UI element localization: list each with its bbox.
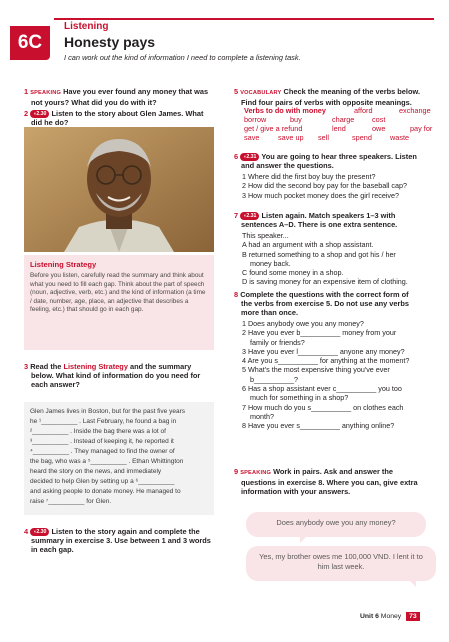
exercise-text: did he do?	[31, 118, 69, 127]
exercise-6-questions	[242, 172, 447, 200]
exercise-text: Listen again. Match speakers 1–3 with	[261, 211, 396, 220]
verb: save up	[278, 133, 304, 142]
unit-tag: 6C	[10, 26, 50, 60]
exercise-text: Check the meaning of the verbs below.	[283, 87, 420, 96]
story-line: and asking people to donate money. He managed to	[30, 488, 181, 495]
exercise-text: sentences A–D. There is one extra sentence.	[241, 220, 398, 229]
exercise-text: in each gap.	[31, 545, 74, 554]
exercise-text: and answer the questions.	[241, 161, 334, 170]
speech-bubble-answer: Yes, my brother owes me 100,000 VND. I lent it to him last week.	[246, 546, 436, 581]
exercise-text: Work in pairs. Ask and answer the	[273, 467, 394, 476]
listening-strategy-box	[24, 255, 214, 350]
page-footer	[360, 612, 420, 621]
verb: pay for	[410, 124, 433, 133]
audio-track-label: 2.30	[36, 111, 47, 117]
keyword-speaking: SPEAKING	[240, 470, 272, 476]
portrait-illustration	[24, 127, 214, 252]
exercise-text: the verbs from exercise 5. Do not use any verbs	[241, 299, 409, 308]
audio-track-label: 2.31	[246, 213, 257, 219]
exercise-6	[234, 152, 444, 170]
story-line: Glen James lives in Boston, but for the past five years	[30, 408, 185, 415]
bubble-tail	[410, 581, 416, 587]
speech-bubble-question: Does anybody owe you any money?	[246, 512, 426, 537]
strategy-reference: Listening Strategy	[63, 362, 128, 371]
question-gap[interactable]: 3 Have you ever l__________ anyone any money?	[242, 346, 405, 356]
question-item: 1 Where did the first boy buy the present?	[242, 172, 376, 181]
verb: exchange	[399, 106, 431, 115]
story-gap-7[interactable]: raise ⁷__________ for Glen.	[30, 498, 112, 505]
exercise-2	[24, 109, 224, 127]
question-item-cont: much for something in a shop?	[242, 393, 349, 403]
exercise-text: information with your answers.	[241, 487, 351, 496]
sentence-item-cont: money back.	[242, 258, 291, 268]
verb: charge	[332, 115, 355, 124]
story-gap-5[interactable]: the bag, who was a ⁵__________ . Ethan Whittington	[30, 458, 184, 465]
exercise-3	[24, 362, 224, 389]
verb: owe	[372, 124, 386, 133]
exercise-number: 3	[24, 362, 29, 371]
exercise-number: 6	[234, 152, 239, 161]
sentence-intro: This speaker...	[242, 231, 289, 240]
audio-track-icon[interactable]: ◖2.31	[240, 153, 259, 161]
page-subtitle: I can work out the kind of information I need to complete a listening task.	[64, 53, 301, 62]
exercise-7	[234, 211, 444, 229]
audio-track-label: 2.31	[246, 154, 257, 160]
exercise-7-sentences	[242, 231, 447, 287]
exercise-number: 1	[24, 87, 29, 96]
exercise-number: 4	[24, 527, 29, 536]
question-item: 5 What's the most expensive thing you've ever	[242, 365, 390, 375]
story-gap-4[interactable]: ⁴__________ . They managed to find the owner of	[30, 448, 175, 455]
exercise-number: 9	[234, 467, 239, 476]
sentence-item: D is saving money for an expensive item of clothing.	[242, 277, 408, 287]
exercise-5	[234, 87, 444, 107]
exercise-text: You are going to hear three speakers. Listen	[261, 152, 417, 161]
audio-track-label: 2.30	[36, 529, 47, 535]
verb: lend	[332, 124, 346, 133]
question-item-cont: month?	[242, 411, 274, 421]
exercise-text: questions in exercise 8. Where you can, give extra	[241, 478, 418, 487]
header-rule	[54, 18, 434, 20]
exercise-8-questions	[242, 319, 447, 431]
exercise-text: Complete the questions with the correct form of	[240, 290, 409, 299]
story-gap-1[interactable]: he ¹__________ . Last February, he found a bag in	[30, 418, 177, 425]
exercise-1	[24, 87, 224, 107]
exercise-text: Listen to the story again and complete the	[51, 527, 200, 536]
question-gap[interactable]: 6 Has a shop assistant ever c__________ you too	[242, 384, 402, 394]
story-gap-3[interactable]: ³__________ . Instead of keeping it, he reported it	[30, 438, 174, 445]
exercise-text: each answer?	[31, 380, 80, 389]
question-gap[interactable]: 2 Have you ever b__________ money from your	[242, 328, 397, 338]
portrait-photo	[24, 127, 214, 252]
exercise-text: Have you ever found any money that was	[63, 87, 209, 96]
page-number: 73	[406, 612, 420, 621]
verb: spend	[352, 133, 372, 142]
exercise-text: Listen to the story about Glen James. What	[51, 109, 204, 118]
question-gap[interactable]: 4 Are you s__________ for anything at the moment?	[242, 356, 410, 366]
exercise-9	[234, 467, 444, 496]
audio-track-icon[interactable]: ◖2.31	[240, 212, 259, 220]
footer-unit: Unit 6	[360, 613, 379, 620]
exercise-text: Find four pairs of verbs with opposite meanings.	[241, 98, 412, 107]
question-gap[interactable]: 8 Have you ever s__________ anything online?	[242, 421, 395, 431]
exercise-text: not yours? What did you do with it?	[31, 98, 157, 107]
question-item: 3 How much pocket money does the girl receive?	[242, 190, 400, 200]
exercise-text: more than once.	[241, 308, 299, 317]
exercise-text: summary in exercise 3. Use between 1 and 3 words	[31, 536, 211, 545]
sentence-item: C found some money in a shop.	[242, 268, 344, 278]
bubble-tail	[300, 537, 306, 543]
exercise-8	[234, 290, 444, 317]
verb: waste	[390, 133, 410, 142]
exercise-text: below. What kind of information do you need for	[31, 371, 201, 380]
exercise-number: 8	[234, 290, 239, 299]
keyword-speaking: SPEAKING	[30, 90, 62, 96]
exercise-number: 2	[24, 109, 29, 118]
verb: cost	[372, 115, 386, 124]
keyword-vocabulary: VOCABULARY	[240, 90, 282, 96]
sentence-item: B returned something to a shop and got his / her	[242, 249, 396, 259]
exercise-text: and the summary	[127, 362, 192, 371]
exercise-4	[24, 527, 229, 554]
strategy-title: Listening Strategy	[30, 260, 97, 269]
audio-track-icon[interactable]: ◖2.30	[30, 528, 49, 536]
verbs-table	[244, 106, 444, 142]
story-gap-2[interactable]: ²__________ . Inside the bag there was a lot of	[30, 428, 166, 435]
verbs-heading: Verbs to do with money	[244, 106, 326, 115]
question-item-cont: family or friends?	[242, 337, 305, 347]
verb: save	[244, 133, 260, 142]
exercise-number: 5	[234, 87, 239, 96]
audio-track-icon[interactable]: ◖2.30	[30, 110, 49, 118]
question-item: 1 Does anybody owe you any money?	[242, 319, 364, 328]
story-summary-box	[24, 402, 214, 515]
sentence-item: A had an argument with a shop assistant.	[242, 240, 374, 250]
verb: borrow	[244, 115, 267, 124]
strategy-body: Before you listen, carefully read the summary and think about what you need to fill each gap. Think about the part of speech (noun, adjective, verb, etc.) and the kind of information (a time / date, number, age, place, an adjective that describes a feeling, etc.) that should go in each gap.	[30, 272, 206, 314]
exercise-number: 7	[234, 211, 239, 220]
footer-label: Money	[380, 613, 402, 620]
verb: afford	[354, 106, 373, 115]
verb: get / give a refund	[244, 124, 303, 133]
story-line: heard the story on the news, and immediately	[30, 468, 162, 475]
question-item: 2 How did the second boy pay for the baseball cap?	[242, 181, 408, 191]
question-gap[interactable]: b__________?	[242, 374, 298, 384]
verb: sell	[318, 133, 329, 142]
question-gap[interactable]: 7 How much do you s__________ on clothes each	[242, 402, 404, 412]
exercise-text: Read the	[30, 362, 64, 371]
story-gap-6[interactable]: decided to help Glen by setting up a ⁶__________	[30, 478, 175, 485]
page-title: Honesty pays	[64, 34, 156, 50]
verb: buy	[290, 115, 302, 124]
section-label: Listening	[64, 21, 109, 32]
